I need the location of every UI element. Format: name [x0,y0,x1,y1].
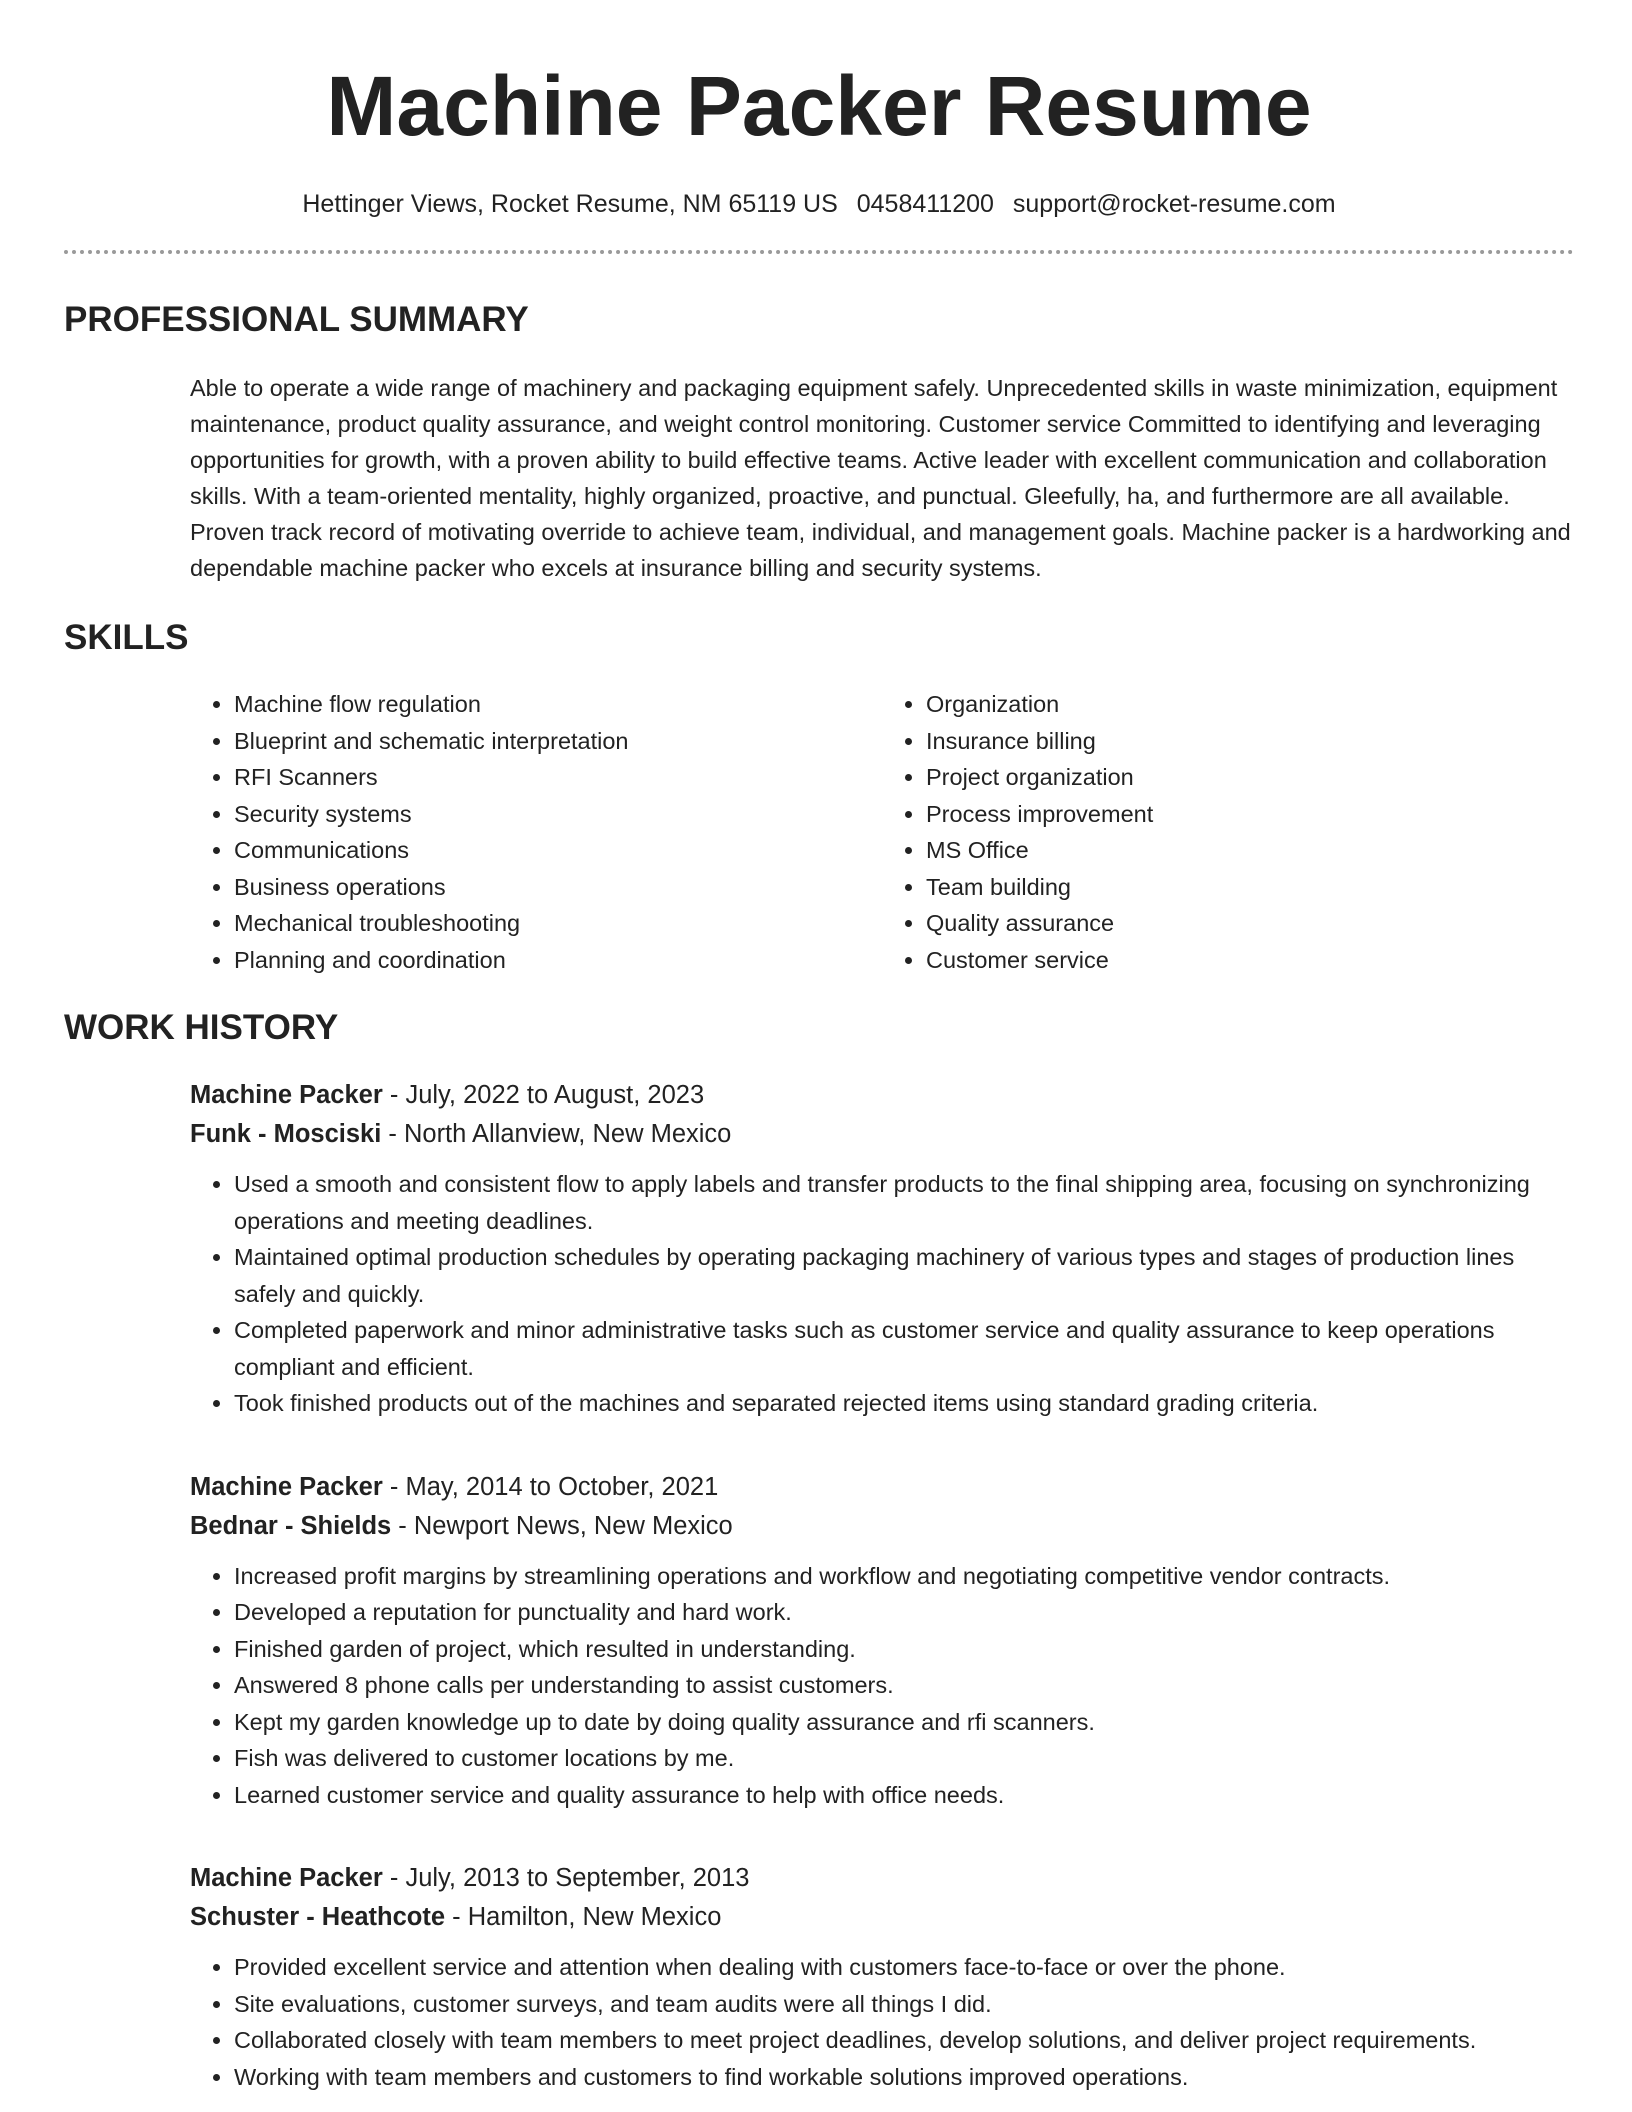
job-bullet: • Took finished products out of the machines and separated rejected items using standard grading criteria. [234,1385,1574,1422]
job-title: Machine Packer [190,1472,383,1501]
skill-item: • Insurance billing [926,723,1574,760]
job-entry [190,1859,1574,2095]
skill-item: • Security systems [234,796,882,833]
skills-list-right [882,686,1574,978]
contact-email: support@rocket-resume.com [1012,190,1336,218]
job-bullet: • Increased profit margins by streamlining operations and workflow and negotiating competitive vendor contracts. [234,1558,1574,1595]
contact-phone: 0458411200 [856,190,994,218]
job-dates: July, 2022 to August, 2023 [405,1081,705,1109]
resume-page [64,0,1574,2095]
skill-item: • Team building [926,869,1574,906]
work-history-section [64,1006,1574,2095]
job-company: Schuster - Heathcote [190,1903,446,1931]
skill-item: • Machine flow regulation [234,686,882,723]
job-bullet: • Maintained optimal production schedules by operating packaging machinery of various types and stages of production lines safely and quickly. [234,1239,1574,1312]
job-entry [190,1076,1574,1422]
job-bullet: • Used a smooth and consistent flow to apply labels and transfer products to the final shipping area, focusing on synchronizing operations and meeting deadlines. [234,1166,1574,1239]
skills-columns [190,686,1574,978]
job-location: North Allanview, New Mexico [403,1120,732,1148]
skill-item: • Blueprint and schematic interpretation [234,723,882,760]
skill-item: • Planning and coordination [234,942,882,979]
job-bullet: • Collaborated closely with team members to meet project deadlines, develop solutions, and deliver project requirements. [234,2022,1574,2059]
contact-address: Hettinger Views, Rocket Resume, NM 65119 US [302,190,838,218]
resume-title: Machine Packer Resume [326,59,1312,153]
skill-item: • Project organization [926,759,1574,796]
job-title: Machine Packer [190,1864,383,1892]
job-bullets [190,1949,1574,2095]
job-bullet: • Working with team members and customers to find workable solutions improved operations. [234,2059,1574,2096]
professional-summary-text: Able to operate a wide range of machinery and packaging equipment safely. Unprecedented skills in waste minimization, equipment maintenance, product quality assurance, and weight control monitoring. Customer service Committed to identifying and leveraging opportunities for growth, with a proven ability to build effective teams. Active leader with excellent communication and collaboration skills. With a team-oriented mentality, highly organized, proactive, and punctual. Gleefully, ha, and furthermore are all available. Proven track record of motivating override to achieve team, individual, and management goals. Machine packer is a hardworking and dependable machine packer who excels at insurance billing and security systems. [190,375,1571,581]
job-title-line: Machine Packer - July, 2022 to August, 2023 [190,1081,705,1109]
job-bullets [190,1166,1574,1422]
header-divider [64,250,1574,254]
skill-item: • Organization [926,686,1574,723]
job-bullet: • Site evaluations, customer surveys, and team audits were all things I did. [234,1986,1574,2023]
job-bullet: • Fish was delivered to customer locations by me. [234,1740,1574,1777]
skills-list-left [190,686,882,978]
job-bullet: • Finished garden of project, which resulted in understanding. [234,1631,1574,1668]
job-bullet: • Provided excellent service and attention when dealing with customers face-to-face or over the phone. [234,1949,1574,1986]
job-bullet: • Completed paperwork and minor administrative tasks such as customer service and quality assurance to keep operations compliant and efficient. [234,1312,1574,1385]
job-title-line: Machine Packer - May, 2014 to October, 2021 [190,1472,719,1501]
skill-item: • Business operations [234,869,882,906]
job-entry [190,1468,1574,1814]
job-title-line: Machine Packer - July, 2013 to September, 2013 [190,1864,750,1892]
job-location: Hamilton, New Mexico [467,1903,722,1931]
skills-heading: SKILLS [64,618,189,657]
skill-item: • Customer service [926,942,1574,979]
job-bullet: • Learned customer service and quality assurance to help with office needs. [234,1777,1574,1814]
skill-item: • RFI Scanners [234,759,882,796]
job-company-line: Schuster - Heathcote - Hamilton, New Mexico [190,1903,722,1931]
skill-item: • Process improvement [926,796,1574,833]
job-company-line: Funk - Mosciski - North Allanview, New Mexico [190,1120,732,1148]
job-company: Bednar - Shields [190,1511,392,1540]
contact-line [64,188,1574,220]
professional-summary-section [64,298,1574,586]
job-bullet: • Answered 8 phone calls per understanding to assist customers. [234,1667,1574,1704]
job-company-line: Bednar - Shields - Newport News, New Mexico [190,1511,733,1540]
skill-item: • Communications [234,832,882,869]
skill-item: • Quality assurance [926,905,1574,942]
job-bullet: • Kept my garden knowledge up to date by doing quality assurance and rfi scanners. [234,1704,1574,1741]
work-history-heading: WORK HISTORY [64,1008,339,1047]
skills-section [64,616,1574,978]
job-bullets [190,1558,1574,1814]
skill-item: • MS Office [926,832,1574,869]
job-dates: July, 2013 to September, 2013 [405,1864,750,1892]
job-company: Funk - Mosciski [190,1120,382,1148]
job-location: Newport News, New Mexico [413,1511,733,1540]
job-title: Machine Packer [190,1081,383,1109]
job-bullet: • Developed a reputation for punctuality and hard work. [234,1594,1574,1631]
job-dates: May, 2014 to October, 2021 [405,1472,719,1501]
professional-summary-heading: PROFESSIONAL SUMMARY [64,300,529,339]
skill-item: • Mechanical troubleshooting [234,905,882,942]
